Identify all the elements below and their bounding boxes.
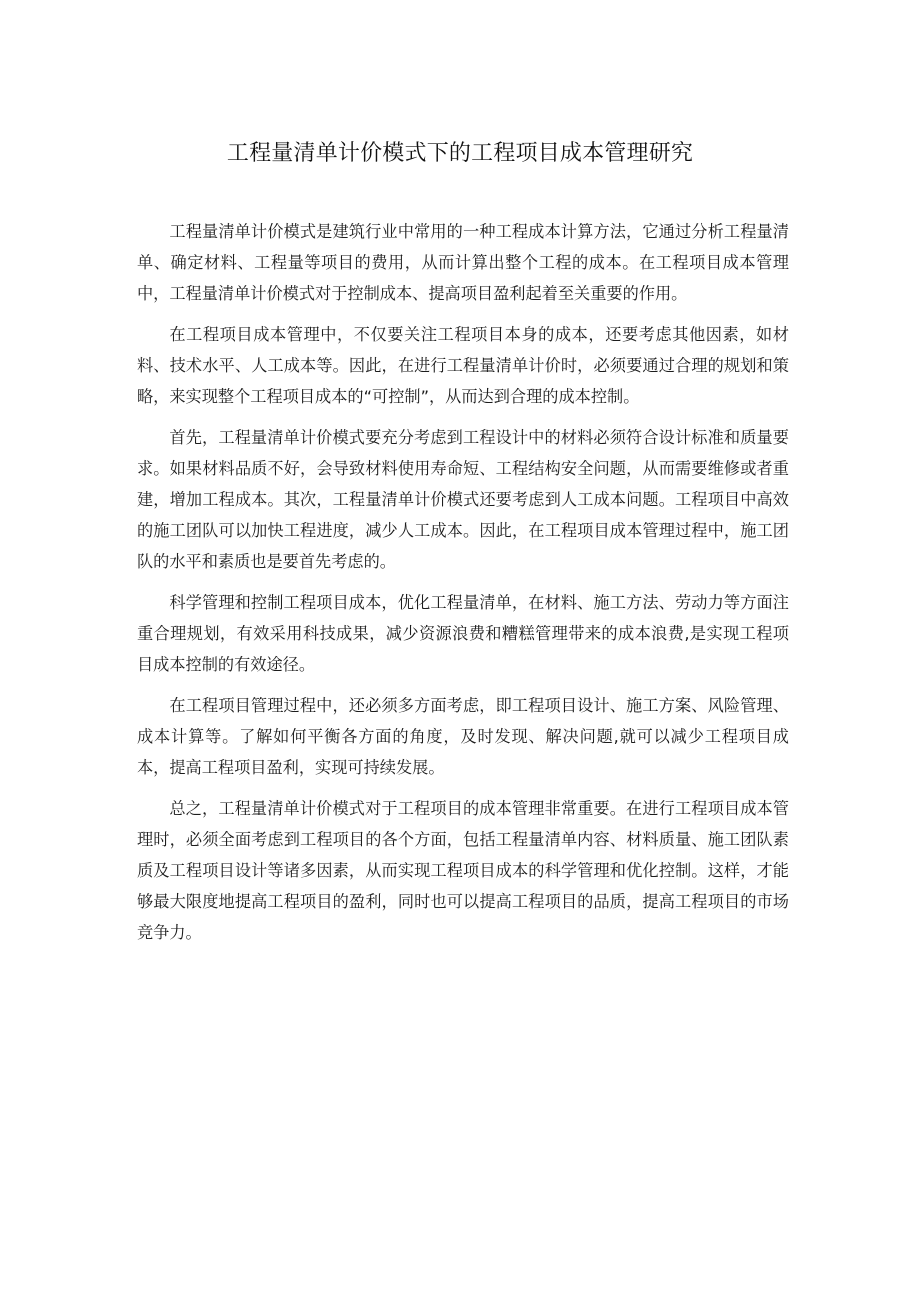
paragraph-2: 在工程项目成本管理中，不仅要关注工程项目本身的成本，还要考虑其他因素，如材料、技术水平、人工成本等。因此，在进行工程量清单计价时，必须要通过合理的规划和策略，来实现整个工程项目成本的“可控制”，从而达到合理的成本控制。 bbox=[137, 325, 789, 406]
paragraph-1: 工程量清单计价模式是建筑行业中常用的一种工程成本计算方法，它通过分析工程量清单、确定材料、工程量等项目的费用，从而计算出整个工程的成本。在工程项目成本管理中，工程量清单计价模式对于控制成本、提高项目盈利起着至关重要的作用。 bbox=[137, 222, 789, 303]
paragraph-3: 首先，工程量清单计价模式要充分考虑到工程设计中的材料必须符合设计标准和质量要求。如果材料品质不好，会导致材料使用寿命短、工程结构安全问题，从而需要维修或者重建，增加工程成本。其次，工程量清单计价模式还要考虑到人工成本问题。工程项目中高效的施工团队可以加快工程进度，减少人工成本。因此，在工程项目成本管理过程中，施工团队的水平和素质也是要首先考虑的。 bbox=[137, 428, 789, 571]
document-title: 工程量清单计价模式下的工程项目成本管理研究 bbox=[226, 141, 694, 166]
paragraph-6: 总之，工程量清单计价模式对于工程项目的成本管理非常重要。在进行工程项目成本管理时，必须全面考虑到工程项目的各个方面，包括工程量清单内容、材料质量、施工团队素质及工程项目设计等诸多因素，从而实现工程项目成本的科学管理和优化控制。这样，才能够最大限度地提高工程项目的盈利，同时也可以提高工程项目的品质，提高工程项目的市场竞争力。 bbox=[137, 799, 789, 942]
paragraph-4: 科学管理和控制工程项目成本，优化工程量清单，在材料、施工方法、劳动力等方面注重合理规划，有效采用科技成果，减少资源浪费和糟糕管理带来的成本浪费,是实现工程项目成本控制的有效途径。 bbox=[137, 593, 789, 674]
document-body bbox=[137, 216, 789, 958]
paragraph-5: 在工程项目管理过程中，还必须多方面考虑，即工程项目设计、施工方案、风险管理、成本计算等。了解如何平衡各方面的角度，及时发现、解决问题,就可以减少工程项目成本，提高工程项目盈利，实现可持续发展。 bbox=[137, 696, 789, 777]
